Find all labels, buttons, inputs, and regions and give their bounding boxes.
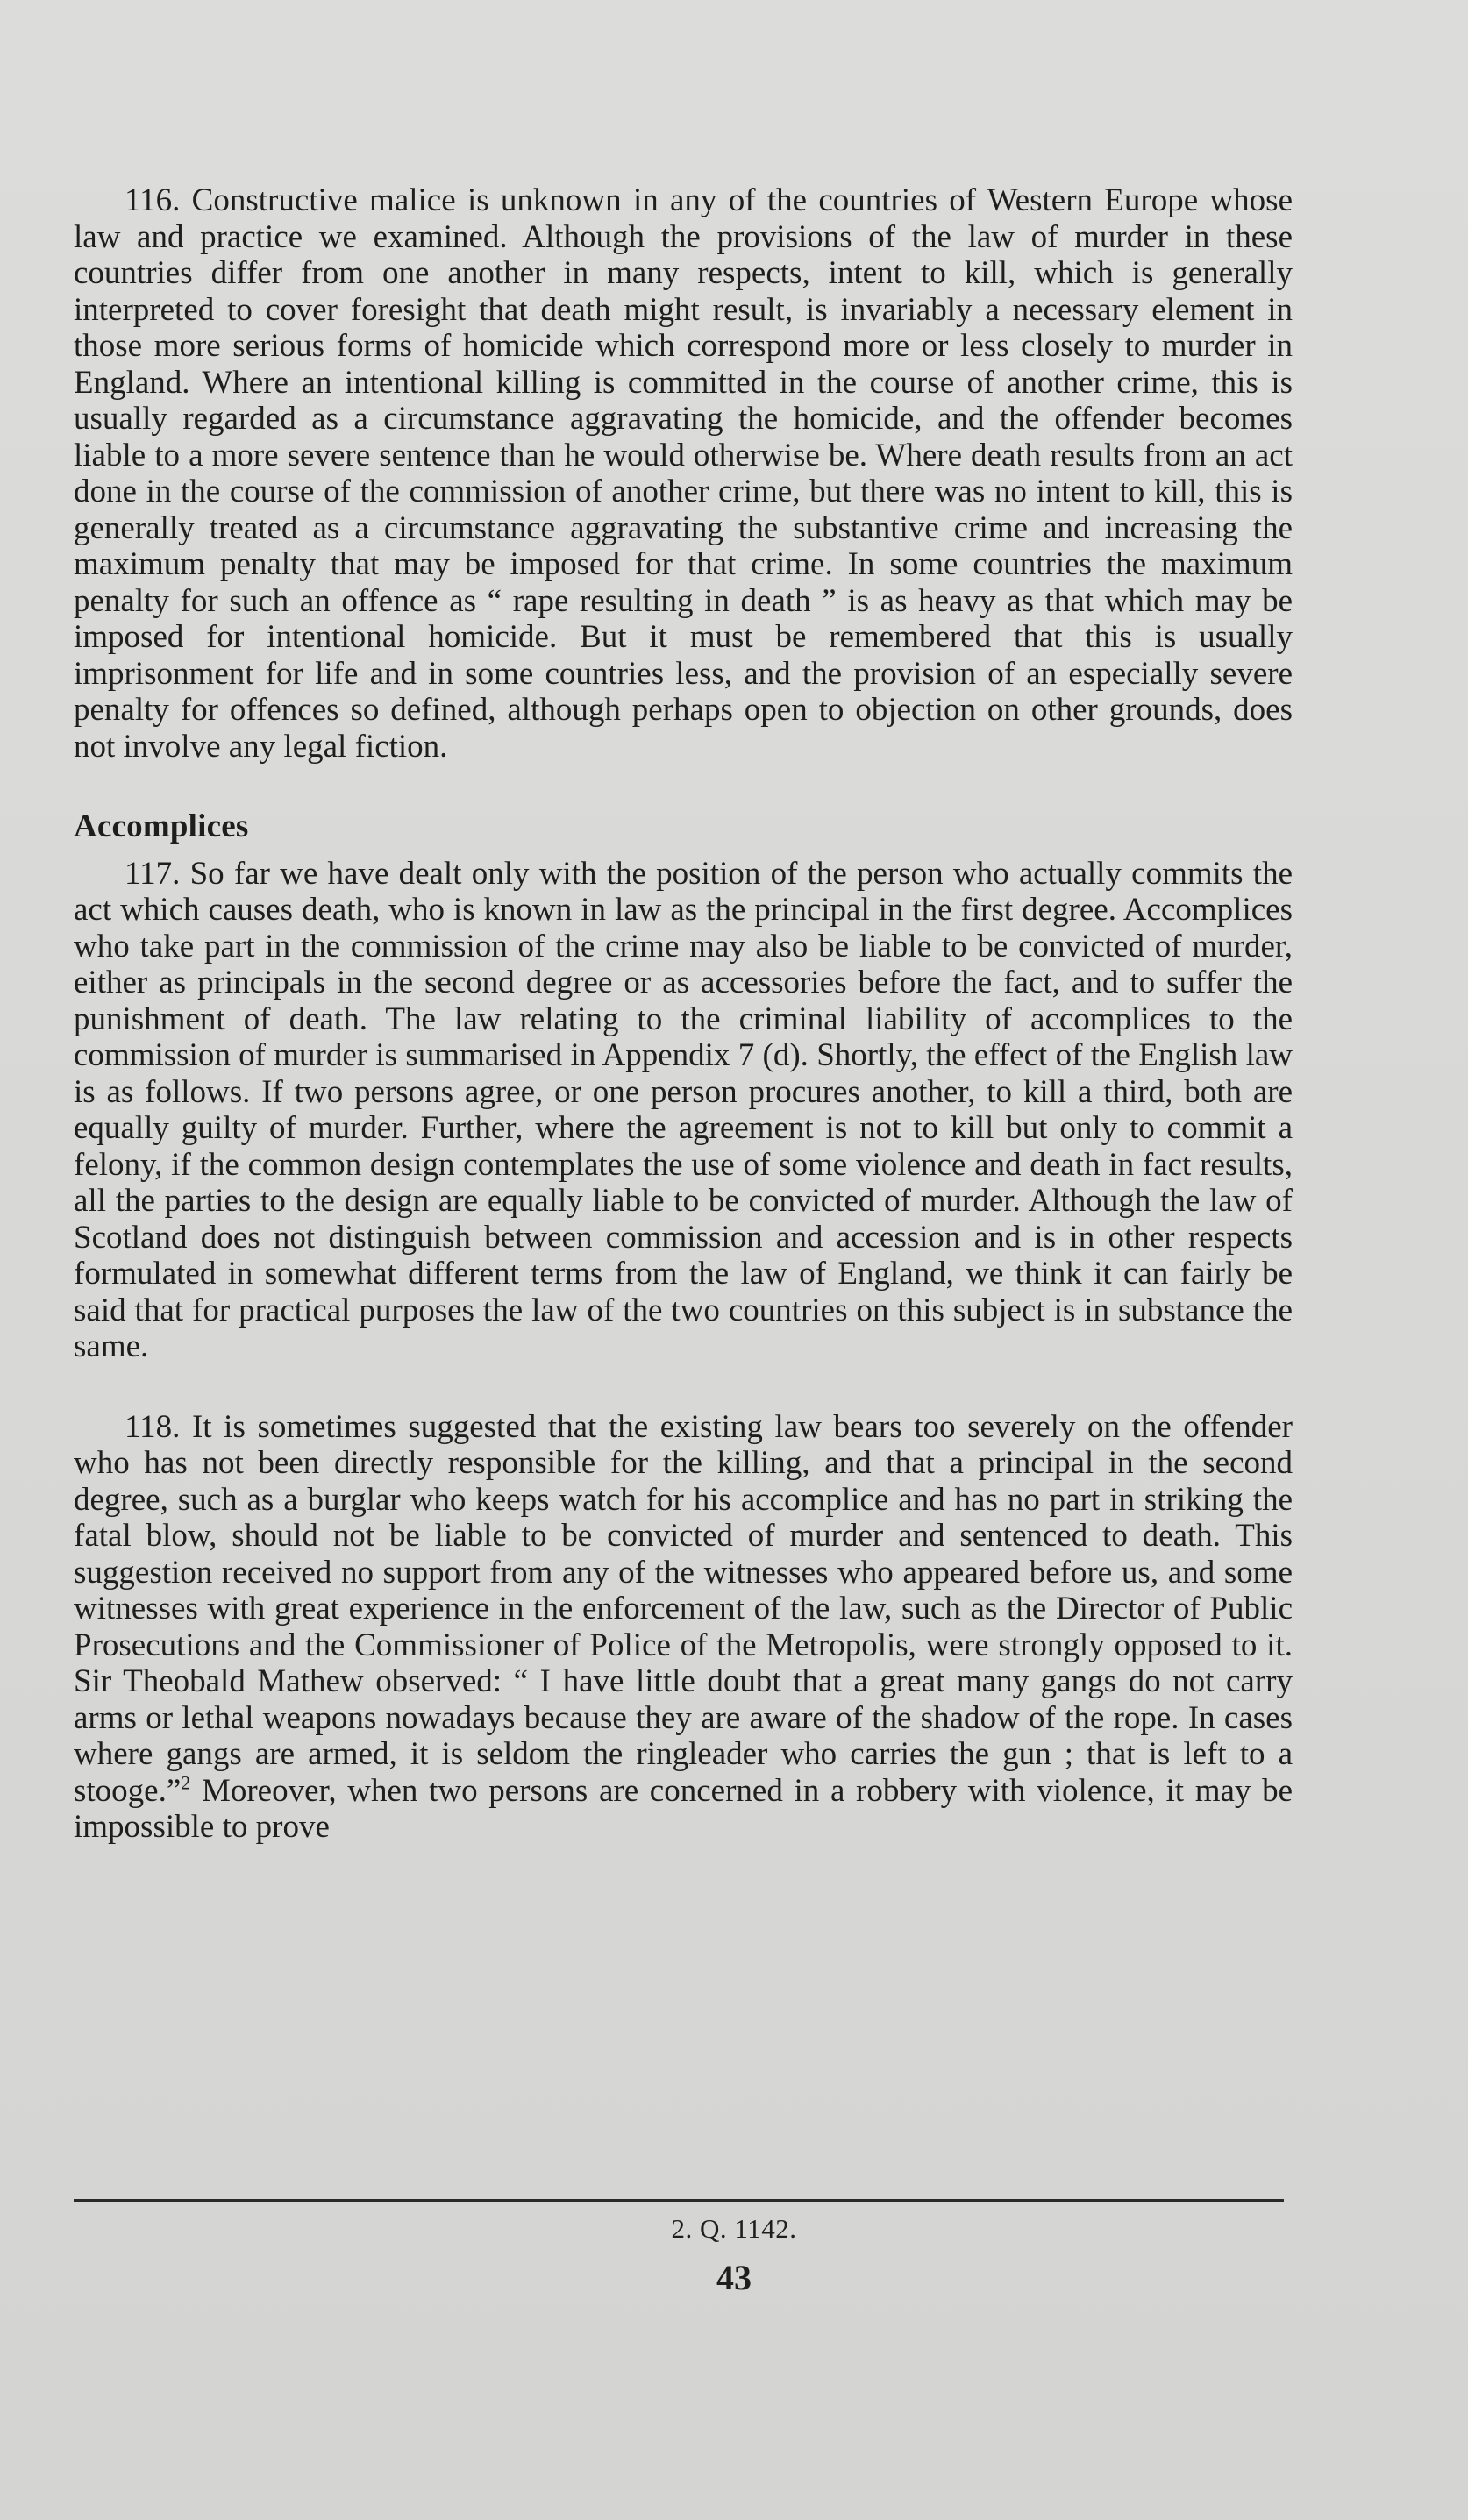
footnote-divider <box>74 2199 1284 2202</box>
paragraph-118 <box>74 1409 1293 1846</box>
section-heading-accomplices: Accomplices <box>74 808 249 844</box>
paragraph-116: 116. Constructive malice is unknown in any of the countries of Western Europe whose law and practice we examined. Although the provisions of the law of murder in these countries differ from one another in many respects, intent to kill, which is generally interpreted to cover foresight that death might result, is invariably a necessary element in those more serious forms of homicide which correspond more or less closely to murder in England. Where an intentional killing is committed in the course of another crime, this is usually regarded as a circumstance aggravating the homicide, and the offender becomes liable to a more severe sentence than he would otherwise be. Where death results from an act done in the course of the commission of another crime, but there was no intent to kill, this is generally treated as a circumstance aggravating the substantive crime and increasing the maximum penalty that may be imposed for that crime. In some countries the maximum penalty for such an offence as “ rape resulting in death ” is as heavy as that which may be imposed for intentional homicide. But it must be remembered that this is usually imprisonment for life and in some countries less, and the provision of an especially severe penalty for offences so defined, although perhaps open to objection on other grounds, does not involve any legal fiction. <box>74 182 1293 765</box>
text-column <box>74 182 1293 1846</box>
paragraph-117: 117. So far we have dealt only with the position of the person who actually commits the act which causes death, who is known in law as the principal in the first degree. Accomplices who take part in the commission of the crime may also be liable to be convicted of murder, either as principals in the second degree or as accessories before the fact, and to suffer the punishment of death. The law relating to the criminal liability of accomplices to the commission of murder is summarised in Appendix 7 (d). Shortly, the effect of the English law is as follows. If two persons agree, or one person procures another, to kill a third, both are equally guilty of murder. Further, where the agreement is not to kill but only to commit a felony, if the common design contemplates the use of some violence and death in fact results, all the parties to the design are equally liable to be convicted of murder. Although the law of Scotland does not distinguish between commission and accession and is in other respects formulated in somewhat different terms from the law of England, we think it can fairly be said that for practical purposes the law of the two countries on this subject is in substance the same. <box>74 855 1293 1364</box>
paragraph-118-text: 118. It is sometimes suggested that the existing law bears too severely on the offender who has not been directly responsible for the killing, and that a principal in the second degree, such as a burglar who keeps watch for his accomplice and has no part in striking the fatal blow, should not be liable to be convicted of murder and sentenced to death. This suggestion received no support from any of the witnesses who appeared before us, and some witnesses with great experience in the enforcement of the law, such as the Director of Public Prosecutions and the Commissioner of Police of the Metropolis, were strongly opposed to it. Sir Theobald Mathew observed: “ I have little doubt that a great many gangs do not carry arms or lethal weapons nowadays because they are aware of the shadow of the rope. In cases where gangs are armed, it is seldom the ringleader who carries the gun ; that is left to a stooge.” <box>74 1408 1293 1809</box>
paragraph-118-continued: Moreover, when two persons are concerned in a robbery with violence, it may be impossible to prove <box>74 1772 1293 1845</box>
page-number: 43 <box>716 2258 752 2297</box>
footnote: 2. Q. 1142. <box>671 2213 797 2244</box>
footnote-reference: 2 <box>181 1771 191 1794</box>
